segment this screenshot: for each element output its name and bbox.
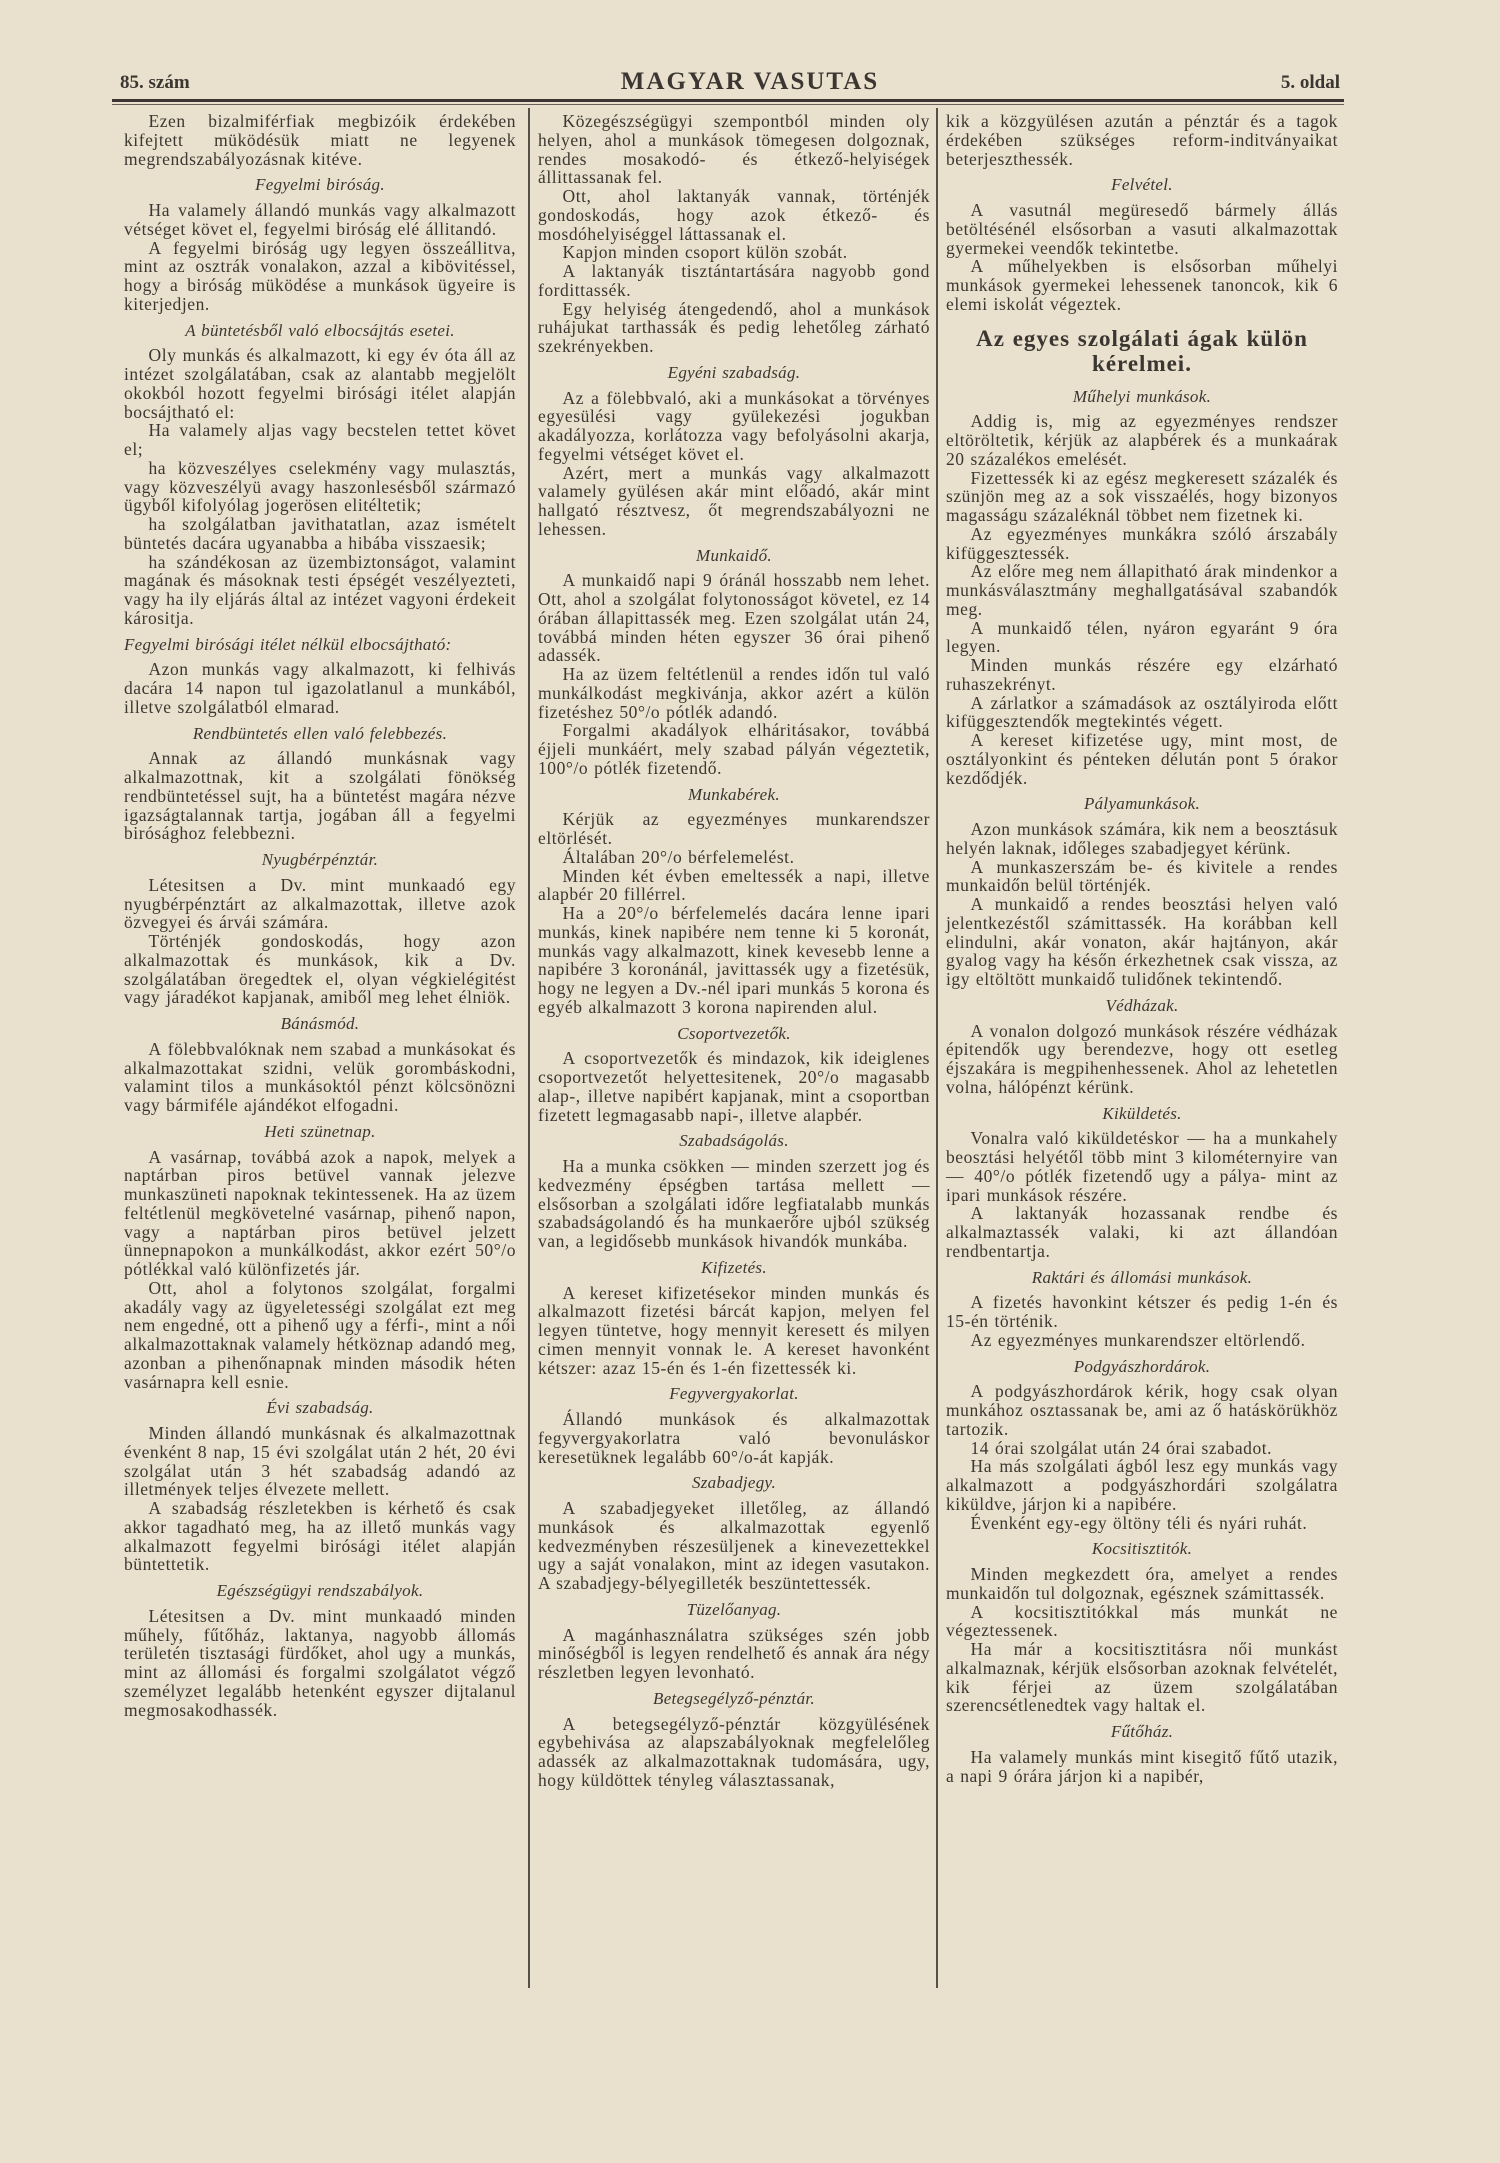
column-divider <box>528 108 530 1988</box>
paragraph: Azért, mert a munkás vagy alkalmazott valamely gyülésen akár mint előadó, akár mint hallgató résztvesz, őt megrendszabályozni ne lehessen. <box>538 462 930 539</box>
section-heading: Az egyes szolgálati ágak külön kérelmei. <box>976 325 1308 376</box>
paragraph: Ha valamely munkás mint kisegitő fűtő utazik, a napi 9 órára járjon ki a napibér, <box>946 1746 1338 1786</box>
paragraph: A szabadjegyeket illetőleg, az állandó munkások és alkalmazottak egyenlő kedvezményben részesüljenek a kinevezettekkel ugy a saját vonalakon, mint az idegen vasutakon. A szabadjegy-bélyegilleték beszüntettessék. <box>538 1498 930 1593</box>
subsection-heading: A büntetésből való elbocsájtás esetei. <box>185 320 455 340</box>
paragraph: Minden állandó munkásnak és alkalmazottnak évenként 8 nap, 15 évi szolgálat után 2 hét, 20 évi szolgálat után 3 hét szabadság adandó az illetmények teljes élvezete mellett. <box>124 1423 516 1500</box>
header-rule-thin <box>112 104 1344 105</box>
paragraph: Ha a 20°/o bérfelemelés dacára lenne ipari munkás, kinek napibére nem tenne ki 5 koronát, munkás vagy alkalmazott, kinek kevesebb lenne a napibére 3 koronánál, javittassék ugy a fizetésük, hogy ne legyen a Dv.-nél ipari munkás 5 korona és egyéb alkalmazott 3 korona napirenden alul. <box>538 903 930 1017</box>
subsection-heading: Kocsitisztitók. <box>1091 1539 1193 1559</box>
paragraph: Ha más szolgálati ágból lesz egy munkás vagy alkalmazott a podgyászhordári szolgálatra kiküldve, járjon ki a napibére. <box>946 1456 1338 1514</box>
paragraph: A vasutnál megüresedő bármely állás betöltésénél elsősorban a vasuti alkalmazottak gyermekei veendők tekintetbe. <box>946 200 1338 258</box>
paragraph: A laktanyák hozassanak rendbe és alkalmaztassék valaki, ki azt állandóan rendbentartja. <box>946 1203 1338 1261</box>
page-number: 5. oldal <box>1280 72 1340 93</box>
paragraph: Ott, ahol a folytonos szolgálat, forgalmi akadály vagy az ügyeletességi szolgálat ezt meg nem engedné, ott a pihenő ugy a férfi-, mint a női alkalmazottaknak valamely hétköznap adandó meg, azonban a pihenőnapnak minden második héten vasárnapra kell esnie. <box>124 1277 516 1392</box>
paragraph: 14 órai szolgálat után 24 órai szabadot. <box>970 1437 1273 1458</box>
paragraph: Azon munkások számára, kik nem a beosztásuk helyén laknak, időleges szabadjegyet kérünk. <box>946 819 1338 858</box>
paragraph: Kérjük az egyezményes munkarendszer eltörlését. <box>538 809 930 848</box>
subsection-heading: Munkabérek. <box>688 784 780 804</box>
paragraph: A fizetés havonkint kétszer és pedig 1-én és 15-én történik. <box>946 1292 1338 1331</box>
paragraph: A kocsitisztitókkal más munkát ne végeztessenek. <box>946 1601 1338 1641</box>
subsection-heading: Betegsegélyző-pénztár. <box>653 1688 815 1708</box>
subsection-heading: Fegyelmi biróság. <box>255 175 385 195</box>
subsection-heading: Felvétel. <box>1111 175 1173 195</box>
paragraph: Ha a munka csökken — minden szerzett jog és kedvezmény épségben tartása mellett — elsősorban a szolgálati időre legfiatalabb munkás szabadságolandó és ha munkaerőre ujból szükség van, a legidősebb munkások hivandók munkába. <box>538 1156 930 1251</box>
paragraph: A műhelyekben is elsősorban műhelyi munkások gyermekei lehessenek tanoncok, kik 6 elemi iskolát végeztek. <box>946 256 1338 314</box>
subsection-heading: Fűtőház. <box>1110 1722 1174 1741</box>
paragraph: Létesitsen a Dv. mint munkaadó egy nyugbérpénztárt az alkalmazottak, illetve azok özvegyei és árvái számára. <box>124 874 516 933</box>
paragraph: Azon munkás vagy alkalmazott, ki felhivás dacára 14 napon tul igazolatlanul a munkából, illetve szolgálatból elmarad. <box>124 659 516 717</box>
paragraph: Állandó munkások és alkalmazottak fegyvergyakorlatra való bevonuláskor keresetüknek legalább 60°/o-át kapják. <box>538 1409 930 1467</box>
paragraph: A csoportvezetők és mindazok, kik ideiglenes csoportvezetőt helyettesitenek, 20°/o magasabb alap-, illetve napibért kapjanak, mint a csoportban fizetett legmagasabb napi-, illetve alapbér. <box>538 1048 930 1125</box>
paragraph: A munkaidő télen, nyáron egyaránt 9 óra legyen. <box>946 617 1338 657</box>
paragraph: Oly munkás és alkalmazott, ki egy év óta áll az intézet szolgálatában, csak az alantabb megjelölt okokból hozott fegyelmi birósági itélet alapján bocsájtható el: <box>124 345 516 422</box>
paragraph: A laktanyák tisztántartására nagyobb gond fordittassék. <box>538 261 930 300</box>
paragraph: kik a közgyülésen azután a pénztár és a tagok érdekében szükséges reform-inditványaikat beterjeszthessék. <box>946 111 1338 169</box>
paragraph: A vonalon dolgozó munkások részére védházak épitendők ugy berendezve, hogy ott esetleg éjszakára is megpihenhessenek. Ahol az lehetetlen volna, hálópénzt kérünk. <box>946 1020 1338 1097</box>
issue-number: 85. szám <box>120 72 190 93</box>
subsection-heading: Egyéni szabadság. <box>667 362 801 382</box>
column-3 <box>946 112 1338 1785</box>
paragraph: A kereset kifizetésekor minden munkás és alkalmazott fizetési bárcát kapjon, melyen fel legyen tüntetve, hogy mennyit keresett és milyen cimen mennyit vonnak le. A kereset havonként kétszer: azaz 15-én és 1-én fizettessék ki. <box>538 1282 930 1378</box>
subsection-heading: Nyugbérpénztár. <box>261 850 379 869</box>
paragraph: Egy helyiség átengedendő, ahol a munkások ruhájukat tarthassák és pedig lehetőleg zárható szekrényekben. <box>538 298 930 356</box>
column-2 <box>538 112 930 1790</box>
paragraph: Annak az állandó munkásnak vagy alkalmazottnak, kit a szolgálati fönökség rendbüntetéssel sujt, ha a büntetést magára nézve igazságtalannak tartja, jogában áll a fegyelmi birósághoz felebbezni. <box>124 748 516 844</box>
paragraph: Ha valamely aljas vagy becstelen tettet követ el; <box>124 420 516 459</box>
subsection-heading: Szabadságolás. <box>679 1131 789 1151</box>
paragraph: Történjék gondoskodás, hogy azon alkalmazottak és munkások, kik a Dv. szolgálatában öregedtek el, olyan végkielégitést vagy járadékot kapjanak, amiből meg lehet élniök. <box>124 931 516 1008</box>
paragraph: ha szándékosan az üzembiztonságot, valamint magának és másoknak testi épségét veszélyezteti, vagy ha ily eljárás által az intézet vagyoni érdekeit kárositja. <box>124 551 516 628</box>
column-divider <box>936 108 938 1988</box>
paragraph: Évenként egy-egy öltöny téli és nyári ruhát. <box>970 1512 1308 1533</box>
subsection-heading: Kifizetés. <box>701 1257 767 1277</box>
paragraph: A podgyászhordárok kérik, hogy csak olyan munkához osztassanak be, ami az ő hatáskörükhöz tartozik. <box>946 1381 1338 1439</box>
paragraph: ha szolgálatban javithatatlan, azaz ismételt büntetés dacára ugyanabba a hibába visszaesik; <box>124 514 516 553</box>
paragraph: A fegyelmi biróság ugy legyen összeállitva, mint az osztrák vonalakon, azzal a kibövitéssel, hogy a biróság müködése a munkások ügyeire is kiterjedjen. <box>124 237 516 314</box>
paragraph: A zárlatkor a számadások az osztályiroda előtt kifüggesztendők megtekintés végett. <box>946 692 1338 732</box>
subsection-heading: Podgyászhordárok. <box>1073 1356 1211 1376</box>
paragraph: A betegsegélyző-pénztár közgyülésének egybehivása az alapszabályoknak megfelelőleg adassék az alkalmazottaknak tudomására, ugy, hogy küldöttek tényleg választassanak, <box>538 1713 930 1790</box>
subsection-heading: Fegyelmi birósági itélet nélkül elbocsájtható: <box>124 634 452 654</box>
paragraph: Létesitsen a Dv. mint munkaadó minden műhely, fűtőház, laktanya, nagyobb állomás területén tisztasági fürdőket, ahol ugy a munkás, mint az állomási és forgalmi szolgálatot végző személyzet legalább hetenként egyszer dijtalanul megmosakodhassék. <box>124 1605 516 1720</box>
subsection-heading: Raktári és állomási munkások. <box>1031 1267 1253 1287</box>
subsection-heading: Munkaidő. <box>696 545 772 565</box>
paragraph: Az a fölebbvaló, aki a munkásokat a törvényes egyesülési vagy gyülekezési jogukban akadályozza, korlátozza vagy befolyásolni akarja, fegyelmi vétséget követ el. <box>538 387 930 464</box>
subsection-heading: Védházak. <box>1105 995 1179 1015</box>
subsection-heading: Műhelyi munkások. <box>1072 386 1212 406</box>
subsection-heading: Fegyvergyakorlat. <box>669 1384 799 1404</box>
paragraph: A munkaszerszám be- és kivitele a rendes munkaidőn belül történjék. <box>946 856 1338 896</box>
paragraph: A magánhasználatra szükséges szén jobb minőségből is legyen rendelhető és annak ára négy részletben legyen levonható. <box>538 1624 930 1682</box>
paragraph: Az egyezményes munkarendszer eltörlendő. <box>970 1329 1306 1350</box>
paragraph: ha közveszélyes cselekmény vagy mulasztás, vagy közveszélyü avagy haszonlesésből származó ügyből kifolyólag jogerösen elitéltetik; <box>124 457 516 516</box>
subsection-heading: Bánásmód. <box>280 1014 360 1033</box>
paragraph: Minden megkezdett óra, amelyet a rendes munkaidőn tul dolgoznak, egésznek számittassék. <box>946 1564 1338 1603</box>
subsection-heading: Heti szünetnap. <box>264 1121 376 1141</box>
paragraph: A szabadság részletekben is kérhető és csak akkor tagadható meg, ha az illető munkás vagy alkalmazott fegyelmi birósági itélet alapján büntettetik. <box>124 1498 516 1575</box>
paragraph: Vonalra való kiküldetéskor — ha a munkahely beosztási helyétől több mint 3 kilométernyire van — 40°/o pótlék fizetendő ugy a pálya- mint az ipari munkások részére. <box>946 1128 1338 1205</box>
subsection-heading: Tüzelőanyag. <box>686 1599 782 1619</box>
paragraph: Fizettessék ki az egész megkeresett százalék és szünjön meg az a sok visszaélés, hogy bizonyos magasságu százaléknál többet nem fizetnek ki. <box>946 467 1338 525</box>
paragraph: A munkaidő napi 9 óránál hosszabb nem lehet. Ott, ahol a szolgálat folytonosságot követel, ez 14 órában állapittassék meg. Ezen szolgálat után 24, továbbá minden héten egyszer 36 órai pihenő adassék. <box>538 570 930 666</box>
subsection-heading: Szabadjegy. <box>691 1473 777 1493</box>
paragraph: Forgalmi akadályok elháritásakor, továbbá éjjeli munkáért, mely szabad pályán végeztetik, 100°/o pótlék fizetendő. <box>538 720 930 778</box>
paragraph: Az egyezményes munkákra szóló árszabály kifüggesztessék. <box>946 523 1338 563</box>
paragraph: A fölebbvalóknak nem szabad a munkásokat és alkalmazottakat szidni, velük gorombáskodni, valamint tilos a munkásoktól pénzt kölcsönözni vagy bármiféle ajándékot elfogadni. <box>124 1038 516 1115</box>
paragraph: Ott, ahol laktanyák vannak, történjék gondoskodás, hogy azok étkező- és mosdóhelyiséggel láttassanak el. <box>538 186 930 244</box>
column-1 <box>124 112 516 1719</box>
paragraph: Ha már a kocsitisztitásra női munkást alkalmaznak, kérjük elsősorban azoknak felvételét, kik férjei az üzem szolgálatában szerencsétlenedtek vagy haltak el. <box>946 1639 1338 1716</box>
paragraph: A kereset kifizetése ugy, mint most, de osztályonkint és pénteken délután pont 5 órakor kezdődjék. <box>946 730 1338 788</box>
paragraph: Minden munkás részére egy elzárható ruhaszekrényt. <box>946 655 1338 694</box>
paragraph: A vasárnap, továbbá azok a napok, melyek a naptárban piros betüvel vannak jelezve munkaszüneti napoknak tekintessenek. Ha az üzem feltétlenül megkövetelné vasárnap, pihenő napon, vagy a naptárban piros betüvel jelzett ünnepnapokon a munkálkodást, akkor ezért 50°/o pótlékkal való különfizetés jár. <box>124 1146 516 1279</box>
subsection-heading: Egészségügyi rendszabályok. <box>216 1581 424 1600</box>
paragraph: Ezen bizalmiférfiak megbizóik érdekében kifejtett müködésük miatt ne legyenek megrendszabályozásnak kitéve. <box>124 111 516 169</box>
paragraph: Addig is, mig az egyezményes rendszer eltöröltetik, kérjük az alapbérek és a munkaárak 20 százalékos emelését. <box>946 411 1338 469</box>
paragraph: Ha az üzem feltétlenül a rendes időn tul való munkálkodást megkivánja, akkor azért a külön fizetéshez 50°/o pótlék adandó. <box>538 664 930 722</box>
subsection-heading: Kiküldetés. <box>1102 1103 1182 1123</box>
paragraph: Általában 20°/o bérfelemelést. <box>562 846 795 867</box>
paragraph: Kapjon minden csoport külön szobát. <box>562 242 848 263</box>
paragraph: Közegészségügyi szempontból minden oly helyen, ahol a munkások tömegesen dolgoznak, rendes mosakodó- és étkező-helyiségek állittassanak fel. <box>538 111 930 188</box>
paragraph: Minden két évben emeltessék a napi, illetve alapbér 20 fillérrel. <box>538 865 930 905</box>
paragraph: Ha valamely állandó munkás vagy alkalmazott vétséget követ el, fegyelmi biróság elé állitandó. <box>124 200 516 239</box>
paragraph: Az előre meg nem állapitható árak mindenkor a munkásválasztmány meghallgatásával szabandók meg. <box>946 561 1338 619</box>
newspaper-title: MAGYAR VASUTAS <box>620 68 880 95</box>
subsection-heading: Pályamunkások. <box>1083 794 1201 814</box>
subsection-heading: Évi szabadság. <box>266 1398 374 1418</box>
paragraph: A munkaidő a rendes beosztási helyen való jelentkezéstől számittassék. Ha korábban kell elindulni, akár vonaton, akár hajtányon, akár gyalog vagy ha későn érkezhetnek csak vissza, az igy eltöltött munkaidő tulidőnek tekintendő. <box>946 894 1338 989</box>
subsection-heading: Csoportvezetők. <box>677 1023 791 1043</box>
subsection-heading: Rendbüntetés ellen való felebbezés. <box>192 723 448 743</box>
header-rule <box>112 99 1344 102</box>
